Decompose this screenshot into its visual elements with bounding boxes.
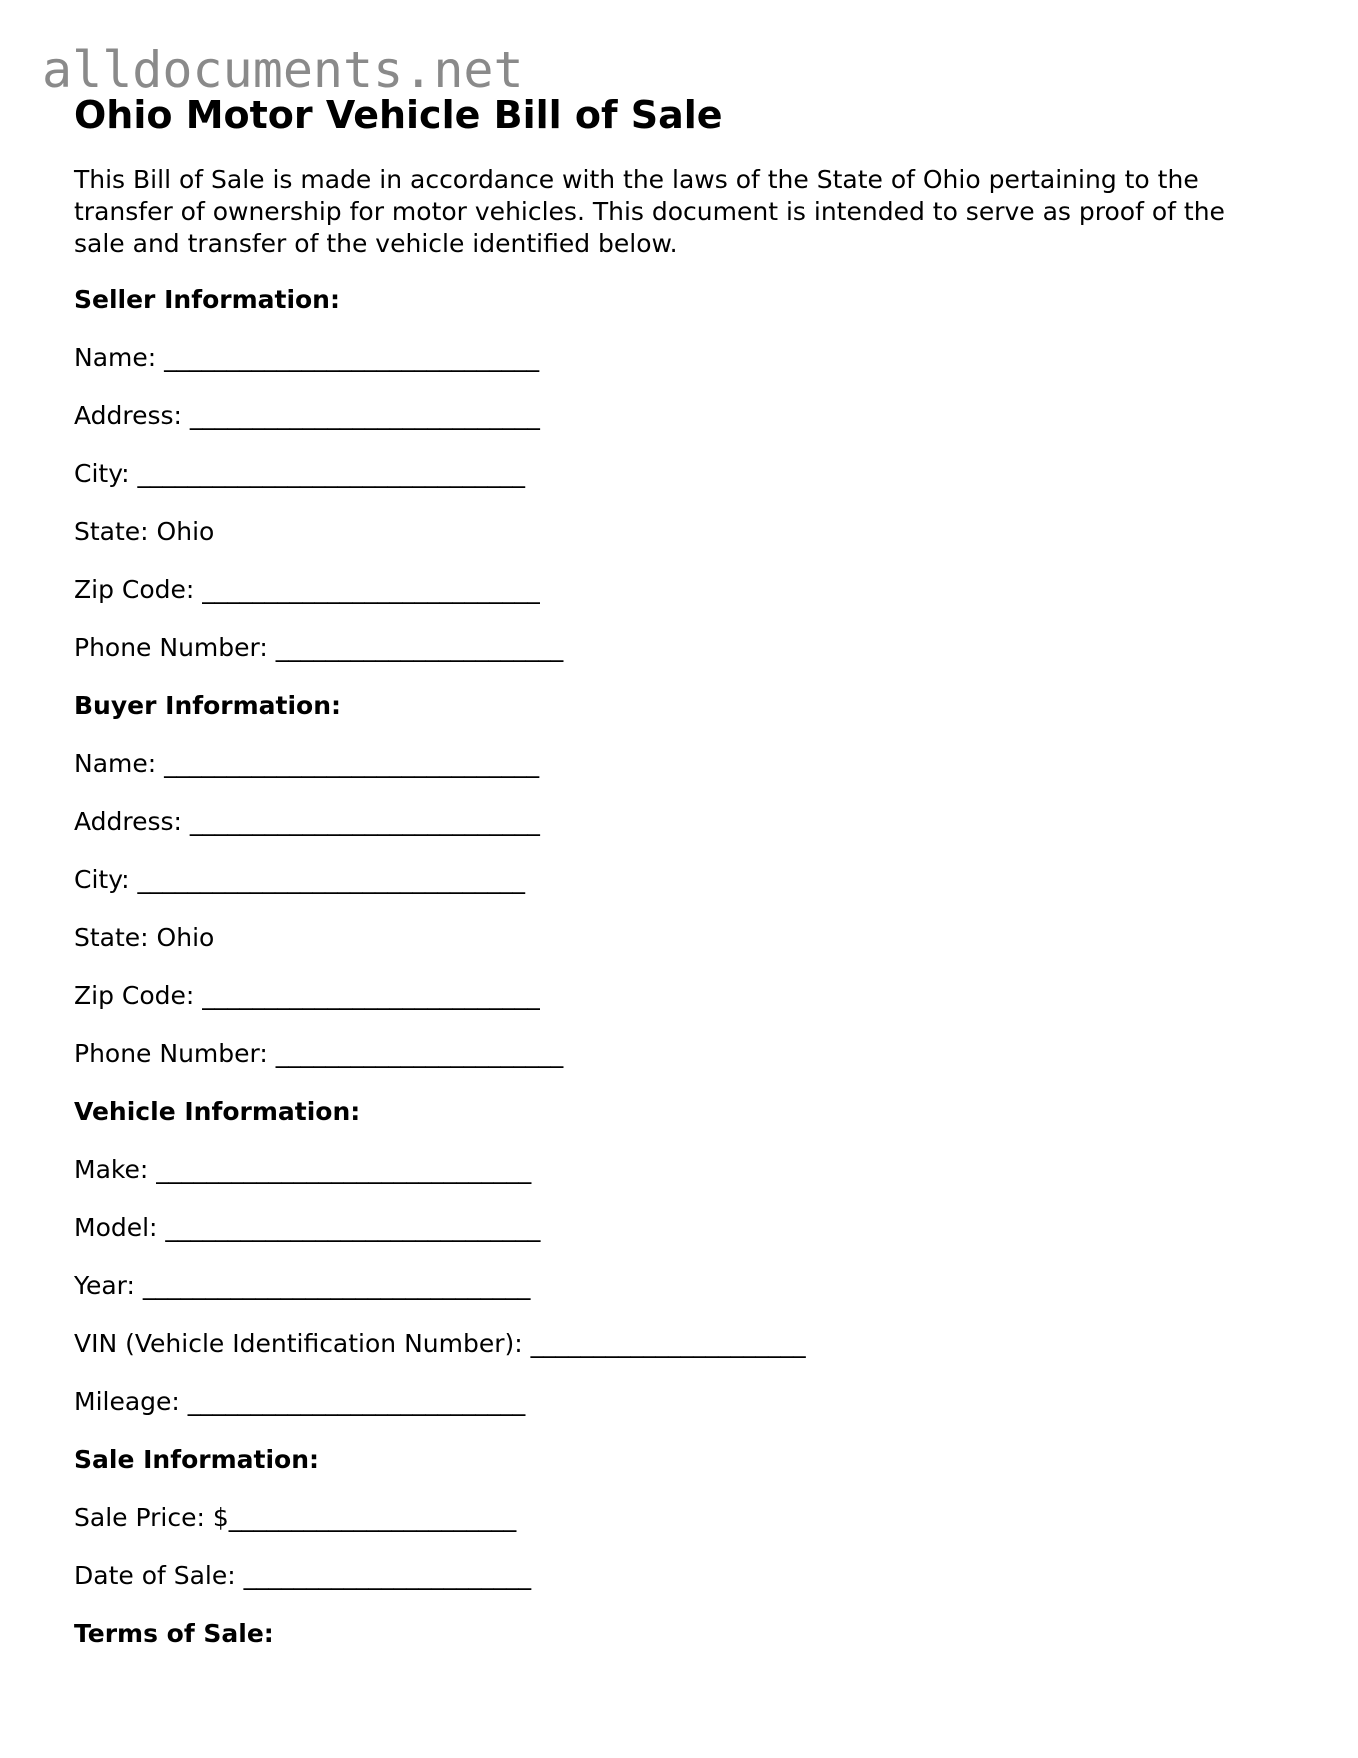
seller-heading: Seller Information: [74,285,340,314]
vehicle-mileage-field[interactable]: Mileage: ___________________________ [74,1387,526,1416]
seller-city-field[interactable]: City: _______________________________ [74,459,526,488]
intro-paragraph: This Bill of Sale is made in accordance with the laws of the State of Ohio pertaining to the transfer of ownership for motor vehicles. This document is intended to serve as proof of the sale and transfer of the vehicle identified below. [74,165,1225,258]
page-title: Ohio Motor Vehicle Bill of Sale [74,93,723,137]
seller-phone-field[interactable]: Phone Number: _______________________ [74,633,564,662]
document-body [74,90,1304,1650]
seller-state: State: Ohio [74,517,215,546]
vehicle-vin-field[interactable]: VIN (Vehicle Identification Number): ______________________ [74,1329,806,1358]
vehicle-model-field[interactable]: Model: ______________________________ [74,1213,541,1242]
vehicle-make-field[interactable]: Make: ______________________________ [74,1155,532,1184]
seller-address-field[interactable]: Address: ____________________________ [74,401,540,430]
buyer-address-field[interactable]: Address: ____________________________ [74,807,540,836]
seller-name-field[interactable]: Name: ______________________________ [74,343,540,372]
terms-heading: Terms of Sale: [74,1619,274,1648]
buyer-name-field[interactable]: Name: ______________________________ [74,749,540,778]
buyer-city-field[interactable]: City: _______________________________ [74,865,526,894]
vehicle-heading: Vehicle Information: [74,1097,361,1126]
buyer-zip-field[interactable]: Zip Code: ___________________________ [74,981,540,1010]
sale-heading: Sale Information: [74,1445,319,1474]
buyer-state: State: Ohio [74,923,215,952]
watermark: alldocuments.net [42,41,524,99]
vehicle-year-field[interactable]: Year: _______________________________ [74,1271,531,1300]
sale-price-field[interactable]: Sale Price: $_______________________ [74,1503,517,1532]
buyer-phone-field[interactable]: Phone Number: _______________________ [74,1039,564,1068]
seller-zip-field[interactable]: Zip Code: ___________________________ [74,575,540,604]
buyer-heading: Buyer Information: [74,691,342,720]
sale-date-field[interactable]: Date of Sale: _______________________ [74,1561,532,1590]
